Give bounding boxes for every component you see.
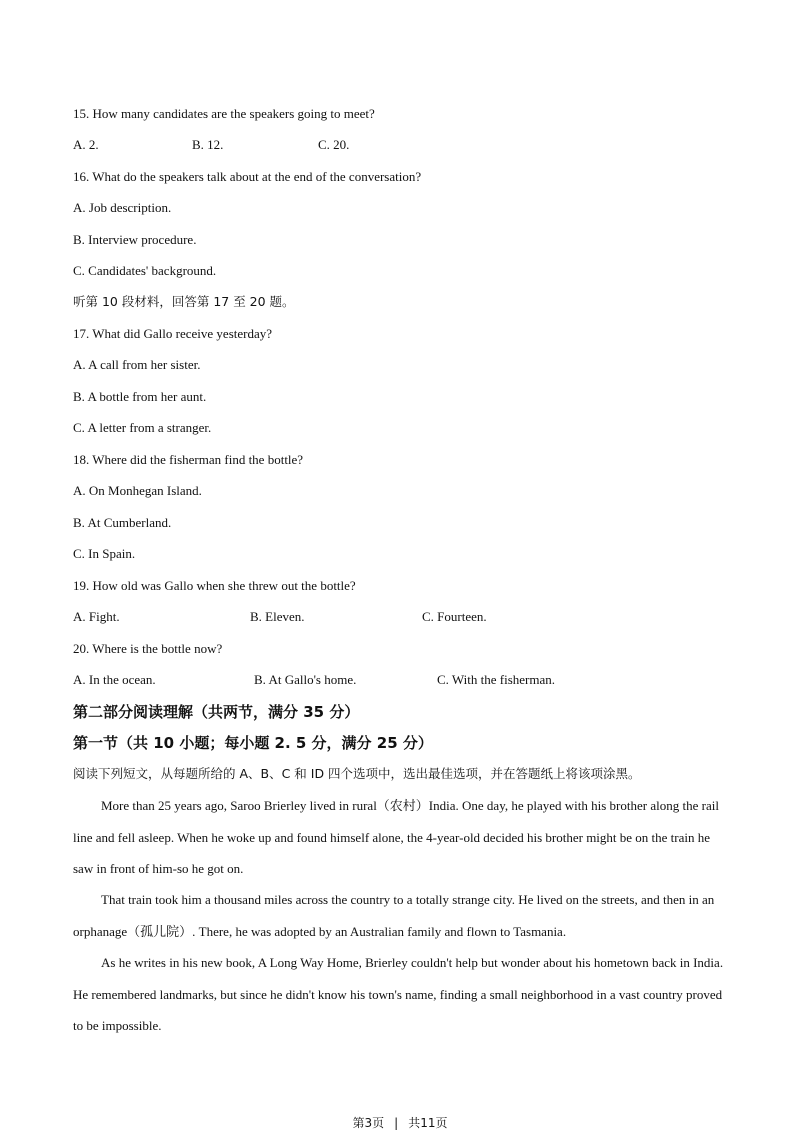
option-19a: A. Fight.: [73, 609, 120, 624]
option-15a: A. 2.: [73, 137, 99, 152]
page-total: 共11页: [408, 1116, 448, 1130]
section-1-heading: 第一节（共 10 小题；每小题 2. 5 分，满分 25 分）: [73, 734, 433, 752]
passage-paragraph-3: As he writes in his new book, A Long Way Home, Brierley couldn't help but wonder about his hometown back in India. He remembered landmarks, but since he didn't know his town's name, finding a small neighborhood in a vast country proved to be impossible.: [73, 955, 724, 1033]
passage-paragraph-1: More than 25 years ago, Saroo Brierley lived in rural（农村）India. One day, he played with his brother along the rail line and fell asleep. When he woke up and found himself alone, the 4-year-old decided his brother might be on the train he saw in front of him-so he got on.: [73, 798, 719, 876]
page-footer: [0, 1114, 800, 1131]
part-2-heading: 第二部分阅读理解（共两节，满分 35 分）: [73, 703, 360, 721]
page-number: 第3页: [352, 1116, 385, 1130]
option-17b: B. A bottle from her aunt.: [73, 389, 207, 404]
option-20c: C. With the fisherman.: [437, 672, 556, 687]
option-15c: C. 20.: [318, 137, 350, 152]
option-20a: A. In the ocean.: [73, 672, 156, 687]
option-19b: B. Eleven.: [250, 609, 305, 624]
option-17a: A. A call from her sister.: [73, 357, 201, 372]
question-19: 19. How old was Gallo when she threw out the bottle?: [73, 578, 356, 593]
option-20b: B. At Gallo's home.: [254, 672, 357, 687]
question-20: 20. Where is the bottle now?: [73, 641, 223, 656]
option-18b: B. At Cumberland.: [73, 515, 172, 530]
option-18c: C. In Spain.: [73, 546, 136, 561]
option-17c: C. A letter from a stranger.: [73, 420, 212, 435]
footer-separator: |: [394, 1116, 399, 1130]
question-17: 17. What did Gallo receive yesterday?: [73, 326, 273, 341]
option-19c: C. Fourteen.: [422, 609, 487, 624]
option-15b: B. 12.: [192, 137, 224, 152]
question-16: 16. What do the speakers talk about at the end of the conversation?: [73, 169, 422, 184]
passage-paragraph-2: That train took him a thousand miles across the country to a totally strange city. He lived on the streets, and then in an orphanage（孤儿院）. There, he was adopted by an Australian family and flown to Tasmania.: [73, 892, 715, 939]
question-15: 15. How many candidates are the speakers going to meet?: [73, 106, 375, 121]
option-16a: A. Job description.: [73, 200, 172, 215]
reading-instructions: 阅读下列短文，从每题所给的 A、B、C 和 ID 四个选项中，选出最佳选项，并在答题纸上将该项涂黑。: [73, 766, 641, 781]
option-16b: B. Interview procedure.: [73, 232, 197, 247]
question-18: 18. Where did the fisherman find the bottle?: [73, 452, 304, 467]
option-16c: C. Candidates' background.: [73, 263, 217, 278]
section-10-intro: 听第 10 段材料，回答第 17 至 20 题。: [73, 294, 295, 309]
option-18a: A. On Monhegan Island.: [73, 483, 202, 498]
